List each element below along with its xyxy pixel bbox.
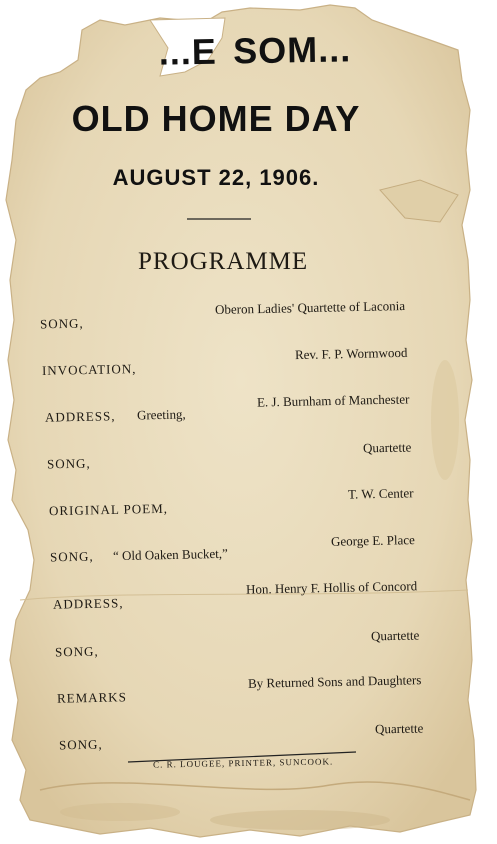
programme-item-label: ORIGINAL POEM, bbox=[48, 500, 169, 519]
programme-item-label: SONG, bbox=[46, 455, 91, 472]
programme-item-performer: George E. Place bbox=[330, 532, 416, 549]
programme-item-performer: Hon. Henry F. Hollis of Concord bbox=[245, 578, 418, 597]
programme-item-performer: Quartette bbox=[370, 627, 420, 644]
programme-heading: PROGRAMME bbox=[138, 248, 309, 275]
programme-item-performer: Quartette bbox=[374, 720, 424, 737]
programme-item-label: SONG, bbox=[39, 315, 84, 332]
printer-credit: C. R. LOUGEE, PRINTER, SUNCOOK. bbox=[152, 756, 334, 770]
programme-item-label: INVOCATION, bbox=[41, 361, 137, 378]
programme-item-label: SONG, bbox=[58, 736, 103, 753]
programme-item-performer: Quartette bbox=[362, 439, 412, 456]
programme-item-label: REMARKS bbox=[56, 689, 127, 706]
programme-item-label: SONG, bbox=[49, 548, 94, 565]
programme-item-performer: Oberon Ladies' Quartette of Laconia bbox=[214, 298, 406, 317]
programme-item-label: SONG, bbox=[54, 643, 99, 660]
programme-item-performer: By Returned Sons and Daughters bbox=[247, 672, 422, 691]
programme-item-note: “ Old Oaken Bucket,” bbox=[112, 545, 228, 564]
programme-item-performer: T. W. Center bbox=[347, 485, 414, 502]
programme-item-performer: E. J. Burnham of Manchester bbox=[256, 391, 410, 410]
event-title: OLD HOME DAY bbox=[71, 98, 361, 139]
programme-item-label: ADDRESS, bbox=[44, 408, 116, 425]
programme-item-label: ADDRESS, bbox=[52, 595, 124, 612]
event-date: AUGUST 22, 1906. bbox=[112, 165, 320, 190]
programme-item-note: Greeting, bbox=[136, 406, 186, 423]
programme-item-performer: Rev. F. P. Wormwood bbox=[294, 344, 408, 363]
town-title: ...E SOM... bbox=[158, 28, 352, 73]
